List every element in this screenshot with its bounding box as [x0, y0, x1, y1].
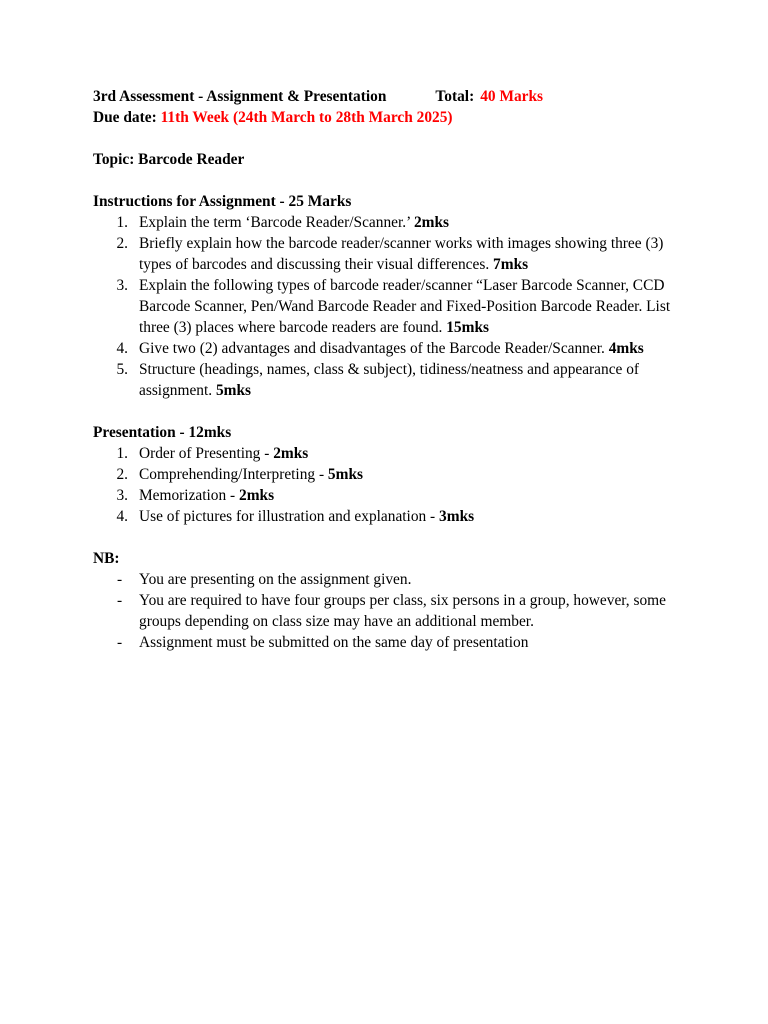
nb-list — [93, 569, 683, 653]
item-number: 2. — [116, 466, 128, 483]
item-number: 1. — [116, 214, 128, 231]
item-text: Comprehending/Interpreting - — [139, 466, 328, 483]
presentation-item — [93, 485, 683, 506]
presentation-item — [93, 443, 683, 464]
assessment-title: 3rd Assessment - Assignment & Presentation — [93, 88, 387, 105]
item-text: Structure (headings, names, class & subject), tidiness/neatness and appearance of assignment. — [139, 361, 640, 399]
document-content — [93, 86, 683, 653]
item-text: Explain the following types of barcode reader/scanner “Laser Barcode Scanner, CCD Barcode Scanner, Pen/Wand Barcode Reader and Fixed-Position Barcode Reader. List three (3) places where barcode readers are found. — [139, 277, 671, 336]
item-marks: 2mks — [273, 445, 309, 462]
due-value: 11th Week (24th March to 28th March 2025) — [160, 109, 453, 126]
item-number: 3. — [116, 277, 128, 294]
item-number: 4. — [116, 508, 128, 525]
dash-bullet: - — [117, 634, 123, 651]
item-marks: 5mks — [327, 466, 363, 483]
nb-item — [93, 632, 683, 653]
item-text: Memorization - — [139, 487, 240, 504]
item-number: 1. — [116, 445, 128, 462]
spacer — [93, 170, 683, 191]
item-text: Use of pictures for illustration and explanation - — [139, 508, 440, 525]
assessment-header — [93, 86, 683, 107]
item-marks: 2mks — [239, 487, 275, 504]
nb-item — [93, 590, 683, 632]
item-marks: 3mks — [439, 508, 475, 525]
item-marks: 7mks — [493, 256, 529, 273]
assignment-item — [93, 338, 683, 359]
assignment-item — [93, 212, 683, 233]
spacer — [93, 401, 683, 422]
item-number: 5. — [116, 361, 128, 378]
item-marks: 15mks — [446, 319, 489, 336]
presentation-list — [93, 443, 683, 527]
presentation-heading: Presentation - 12mks — [93, 424, 232, 441]
nb-text: You are presenting on the assignment given. — [139, 571, 412, 588]
presentation-item — [93, 464, 683, 485]
due-date — [93, 107, 683, 128]
presentation-item — [93, 506, 683, 527]
item-marks: 5mks — [215, 382, 252, 399]
assignment-list — [93, 212, 683, 401]
nb-text: You are required to have four groups per class, six persons in a group, however, some groups depending on class size may have an additional member. — [139, 592, 666, 630]
item-number: 2. — [116, 235, 128, 252]
spacer — [93, 527, 683, 548]
item-text: Explain the term ‘Barcode Reader/Scanner.’ — [139, 214, 411, 231]
item-number: 3. — [116, 487, 128, 504]
item-text: Give two (2) advantages and disadvantages of the Barcode Reader/Scanner. — [139, 340, 605, 357]
item-text: Order of Presenting - — [139, 445, 274, 462]
item-marks: 2mks — [413, 214, 450, 231]
dash-bullet: - — [117, 571, 123, 588]
nb-item — [93, 569, 683, 590]
nb-heading: NB: — [93, 550, 120, 567]
due-label: Due date: — [93, 109, 157, 126]
dash-bullet: - — [117, 592, 123, 609]
nb-text: Assignment must be submitted on the same day of presentation — [139, 634, 529, 651]
total-marks — [435, 86, 543, 107]
item-marks: 4mks — [608, 340, 644, 357]
assignment-item — [93, 233, 683, 275]
assignment-item — [93, 359, 683, 401]
topic: Topic: Barcode Reader — [93, 151, 245, 168]
assignment-heading: Instructions for Assignment - 25 Marks — [93, 193, 352, 210]
spacer — [93, 128, 683, 149]
total-value: 40 Marks — [480, 88, 544, 105]
assignment-item — [93, 275, 683, 338]
total-label: Total: — [435, 88, 475, 105]
item-number: 4. — [116, 340, 128, 357]
item-text: Briefly explain how the barcode reader/scanner works with images showing three (3) types of barcodes and discussing their visual differences. — [139, 235, 664, 273]
